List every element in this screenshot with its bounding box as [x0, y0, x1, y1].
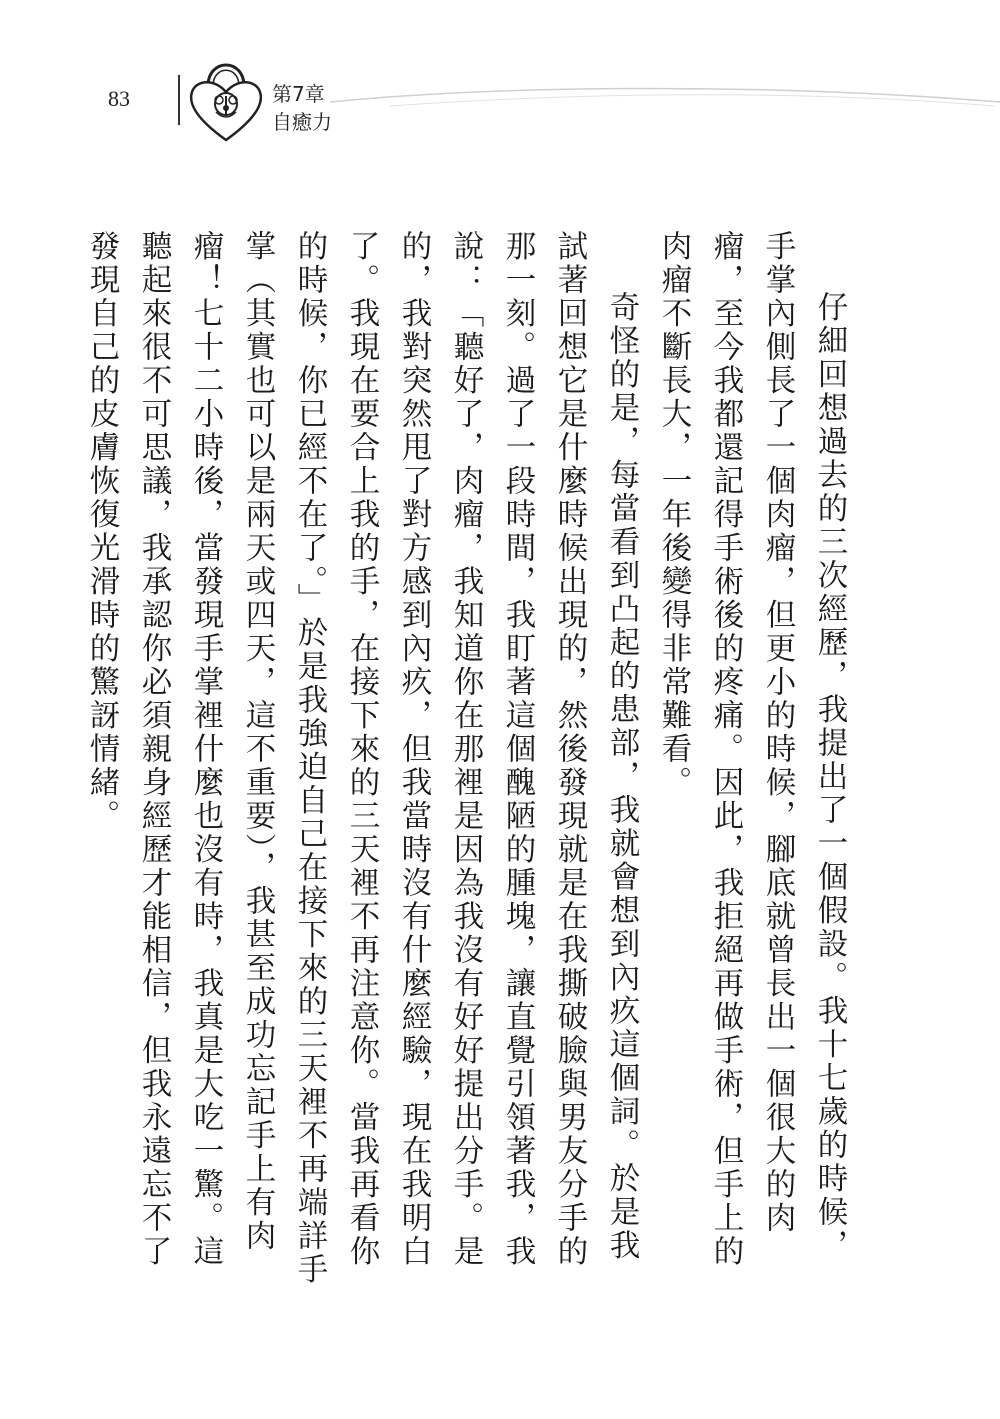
chapter-label: 第7章 — [272, 82, 325, 106]
header-divider — [178, 75, 180, 125]
heart-lock-icon — [186, 52, 266, 151]
body-text — [75, 230, 855, 1290]
header-swoosh — [330, 80, 1000, 110]
page-number: 83 — [108, 86, 130, 111]
chapter-title: 自癒力 — [272, 110, 332, 134]
paragraph: 奇怪的是，每當看到凸起的患部，我就會想到內疚這個詞。於是我試著回想它是什麼時候出現的，然後發現就是在我撕破臉與男友分手的那一刻。過了一段時間，我盯著這個醜陋的腫塊，讓直覺引領著我，我說：「聽好了，肉瘤，我知道你在那裡是因為我沒有好好提出分手。是的，我對突然甩了對方感到內疚，但我當時沒有什麼經驗，現在我明白了。我現在要合上我的手，在接下來的三天裡不再注意你。當我再看你的時候，你已經不在了。」於是我強迫自己在接下來的三天裡不再端詳手掌（其實也可以是兩天或四天，這不重要），我甚至成功忘記手上有肉瘤！七十二小時後，當發現手掌裡什麼也沒有時，我真是大吃一驚。這聽起來很不可思議，我承認你必須親身經歷才能相信，但我永遠忘不了發現自己的皮膚恢復光滑時的驚訝情緒。 — [84, 230, 639, 1287]
page-header — [0, 0, 1000, 180]
paragraph: 仔細回想過去的三次經歷，我提出了一個假設。我十七歲的時候，手掌內側長了一個肉瘤，但更小的時候，腳底就曾長出一個很大的肉瘤，至今我都還記得手術後的疼痛。因此，我拒絕再做手術，但手上的肉瘤不斷長大，一年後變得非常難看。 — [656, 230, 847, 1269]
